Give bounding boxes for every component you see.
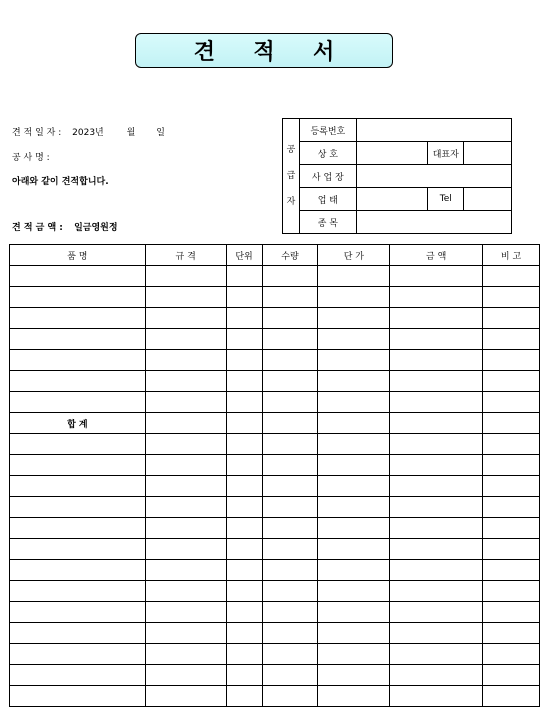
- quantity-cell[interactable]: [262, 434, 318, 455]
- remarks-cell[interactable]: [483, 392, 540, 413]
- unit-price-cell[interactable]: [318, 623, 390, 644]
- sum-row: [10, 413, 540, 434]
- unit-cell[interactable]: [226, 539, 262, 560]
- spec-cell[interactable]: [145, 497, 226, 518]
- unit-price-cell[interactable]: [318, 455, 390, 476]
- amount-cell[interactable]: [390, 476, 483, 497]
- items-table: [9, 244, 540, 707]
- remarks-cell[interactable]: [483, 371, 540, 392]
- spec-cell[interactable]: [145, 581, 226, 602]
- estimate-date-day: 일: [156, 128, 165, 138]
- spec-cell[interactable]: [145, 371, 226, 392]
- unit-price-cell[interactable]: [318, 266, 390, 287]
- table-row: [10, 518, 540, 539]
- remarks-cell[interactable]: [483, 581, 540, 602]
- unit-cell[interactable]: [226, 602, 262, 623]
- item-name-cell[interactable]: [10, 434, 146, 455]
- unit-price-cell[interactable]: [318, 602, 390, 623]
- company-field[interactable]: [356, 142, 428, 165]
- unit-cell[interactable]: [226, 329, 262, 350]
- unit-price-cell[interactable]: [318, 413, 390, 434]
- item-name-cell[interactable]: [10, 560, 146, 581]
- header-quantity: 수량: [262, 245, 318, 266]
- amount-cell[interactable]: [390, 287, 483, 308]
- table-row: [10, 686, 540, 707]
- unit-cell[interactable]: [226, 644, 262, 665]
- remarks-cell[interactable]: [483, 476, 540, 497]
- item-name-cell[interactable]: [10, 497, 146, 518]
- remarks-cell[interactable]: [483, 644, 540, 665]
- quantity-cell[interactable]: [262, 581, 318, 602]
- table-row: [10, 308, 540, 329]
- reg-no-label: 등록번호: [299, 119, 356, 142]
- item-name-cell[interactable]: [10, 539, 146, 560]
- table-row: [10, 476, 540, 497]
- amount-cell[interactable]: [390, 686, 483, 707]
- supplier-side-label: [283, 119, 300, 234]
- table-row: [10, 329, 540, 350]
- header-unit: 단위: [226, 245, 262, 266]
- title-char: 견: [193, 40, 215, 65]
- item-name-cell[interactable]: [10, 308, 146, 329]
- item-name-cell[interactable]: [10, 686, 146, 707]
- item-name-cell[interactable]: [10, 266, 146, 287]
- unit-price-cell[interactable]: [318, 434, 390, 455]
- unit-cell[interactable]: [226, 686, 262, 707]
- quantity-cell[interactable]: [262, 455, 318, 476]
- unit-cell[interactable]: [226, 350, 262, 371]
- tel-label: Tel: [428, 188, 464, 211]
- item-name-cell[interactable]: [10, 644, 146, 665]
- remarks-cell[interactable]: [483, 686, 540, 707]
- spec-cell[interactable]: [145, 287, 226, 308]
- unit-cell[interactable]: [226, 665, 262, 686]
- business-item-field[interactable]: [356, 211, 511, 234]
- header-remarks: 비 고: [483, 245, 540, 266]
- header-spec: 규 격: [145, 245, 226, 266]
- quantity-cell[interactable]: [262, 644, 318, 665]
- amount-cell[interactable]: [390, 266, 483, 287]
- item-name-cell[interactable]: [10, 581, 146, 602]
- amount-cell[interactable]: [390, 560, 483, 581]
- quantity-cell[interactable]: [262, 602, 318, 623]
- quantity-cell[interactable]: [262, 518, 318, 539]
- amount-cell[interactable]: [390, 665, 483, 686]
- unit-price-cell[interactable]: [318, 287, 390, 308]
- ceo-field[interactable]: [464, 142, 512, 165]
- quantity-cell[interactable]: [262, 497, 318, 518]
- unit-price-cell[interactable]: [318, 497, 390, 518]
- document-title: [135, 33, 393, 68]
- item-name-cell[interactable]: [10, 371, 146, 392]
- unit-cell[interactable]: [226, 476, 262, 497]
- amount-cell[interactable]: [390, 371, 483, 392]
- table-row: [10, 581, 540, 602]
- business-type-label: 업 태: [299, 188, 356, 211]
- ceo-label: 대표자: [428, 142, 464, 165]
- quantity-cell[interactable]: [262, 371, 318, 392]
- table-row: [10, 497, 540, 518]
- title-char: 서: [313, 40, 335, 65]
- unit-price-cell[interactable]: [318, 308, 390, 329]
- table-row: [10, 560, 540, 581]
- spec-cell[interactable]: [145, 665, 226, 686]
- amount-cell[interactable]: [390, 602, 483, 623]
- unit-cell[interactable]: [226, 623, 262, 644]
- item-name-cell[interactable]: [10, 455, 146, 476]
- unit-price-cell[interactable]: [318, 665, 390, 686]
- estimate-amount-line: [12, 220, 118, 233]
- remarks-cell[interactable]: [483, 287, 540, 308]
- table-row: [10, 371, 540, 392]
- item-name-cell[interactable]: [10, 665, 146, 686]
- amount-cell[interactable]: [390, 455, 483, 476]
- title-char: 적: [253, 40, 275, 65]
- unit-price-cell[interactable]: [318, 581, 390, 602]
- remarks-cell[interactable]: [483, 518, 540, 539]
- spec-cell[interactable]: [145, 350, 226, 371]
- quantity-cell[interactable]: [262, 266, 318, 287]
- tel-field[interactable]: [464, 188, 512, 211]
- header-item-name: 품 명: [10, 245, 146, 266]
- spec-cell[interactable]: [145, 308, 226, 329]
- address-label: 사 업 장: [299, 165, 356, 188]
- amount-cell[interactable]: [390, 644, 483, 665]
- spec-cell[interactable]: [145, 623, 226, 644]
- spec-cell[interactable]: [145, 686, 226, 707]
- quantity-cell[interactable]: [262, 665, 318, 686]
- remarks-cell[interactable]: [483, 497, 540, 518]
- remarks-cell[interactable]: [483, 350, 540, 371]
- remarks-cell[interactable]: [483, 413, 540, 434]
- quantity-cell[interactable]: [262, 623, 318, 644]
- estimate-statement: 아래와 같이 견적합니다.: [12, 177, 109, 187]
- item-name-cell[interactable]: [10, 392, 146, 413]
- table-row: [10, 644, 540, 665]
- unit-price-cell[interactable]: [318, 350, 390, 371]
- spec-cell[interactable]: [145, 644, 226, 665]
- remarks-cell[interactable]: [483, 434, 540, 455]
- table-row: [10, 287, 540, 308]
- estimate-date-year: 2023년: [72, 128, 104, 138]
- unit-cell[interactable]: [226, 434, 262, 455]
- table-row: [10, 623, 540, 644]
- unit-price-cell[interactable]: [318, 329, 390, 350]
- company-label: 상 호: [299, 142, 356, 165]
- business-type-field[interactable]: [356, 188, 428, 211]
- unit-price-cell[interactable]: [318, 560, 390, 581]
- reg-no-field[interactable]: [356, 119, 511, 142]
- remarks-cell[interactable]: [483, 602, 540, 623]
- supplier-table: [282, 118, 512, 234]
- item-name-cell[interactable]: [10, 350, 146, 371]
- supplier-side-char: 자: [286, 197, 296, 207]
- estimate-amount-label: 견 적 금 액 :: [12, 223, 63, 233]
- table-row: [10, 539, 540, 560]
- item-name-cell[interactable]: [10, 287, 146, 308]
- unit-price-cell[interactable]: [318, 539, 390, 560]
- quantity-cell[interactable]: [262, 287, 318, 308]
- header-amount: 금 액: [390, 245, 483, 266]
- unit-cell[interactable]: [226, 413, 262, 434]
- item-name-cell[interactable]: [10, 623, 146, 644]
- unit-cell[interactable]: [226, 581, 262, 602]
- spec-cell[interactable]: [145, 518, 226, 539]
- item-name-cell[interactable]: [10, 602, 146, 623]
- amount-cell[interactable]: [390, 329, 483, 350]
- unit-cell[interactable]: [226, 287, 262, 308]
- estimate-date-label: 견 적 일 자 :: [12, 128, 62, 138]
- unit-cell[interactable]: [226, 518, 262, 539]
- unit-price-cell[interactable]: [318, 392, 390, 413]
- address-field[interactable]: [356, 165, 511, 188]
- spec-cell[interactable]: [145, 602, 226, 623]
- remarks-cell[interactable]: [483, 539, 540, 560]
- spec-cell[interactable]: [145, 434, 226, 455]
- remarks-cell[interactable]: [483, 665, 540, 686]
- item-name-cell[interactable]: [10, 329, 146, 350]
- quantity-cell[interactable]: [262, 539, 318, 560]
- unit-cell[interactable]: [226, 308, 262, 329]
- unit-price-cell[interactable]: [318, 686, 390, 707]
- spec-cell[interactable]: [145, 329, 226, 350]
- estimate-amount-value: 일금영원정: [74, 223, 118, 233]
- sum-label: 합 계: [10, 413, 146, 434]
- unit-cell[interactable]: [226, 266, 262, 287]
- amount-cell[interactable]: [390, 308, 483, 329]
- quantity-cell[interactable]: [262, 329, 318, 350]
- item-name-cell[interactable]: [10, 476, 146, 497]
- project-name-label: 공 사 명 :: [12, 153, 50, 163]
- spec-cell[interactable]: [145, 560, 226, 581]
- amount-cell[interactable]: [390, 413, 483, 434]
- remarks-cell[interactable]: [483, 455, 540, 476]
- spec-cell[interactable]: [145, 413, 226, 434]
- spec-cell[interactable]: [145, 539, 226, 560]
- supplier-side-char: 공: [286, 145, 296, 155]
- estimate-date-line: [12, 125, 165, 138]
- amount-cell[interactable]: [390, 581, 483, 602]
- quantity-cell[interactable]: [262, 413, 318, 434]
- amount-cell[interactable]: [390, 392, 483, 413]
- amount-cell[interactable]: [390, 539, 483, 560]
- table-row: [10, 434, 540, 455]
- remarks-cell[interactable]: [483, 560, 540, 581]
- amount-cell[interactable]: [390, 518, 483, 539]
- table-row: [10, 266, 540, 287]
- remarks-cell[interactable]: [483, 623, 540, 644]
- remarks-cell[interactable]: [483, 266, 540, 287]
- table-row: [10, 350, 540, 371]
- unit-cell[interactable]: [226, 392, 262, 413]
- unit-cell[interactable]: [226, 560, 262, 581]
- unit-price-cell[interactable]: [318, 518, 390, 539]
- business-item-label: 종 목: [299, 211, 356, 234]
- table-row: [10, 455, 540, 476]
- remarks-cell[interactable]: [483, 308, 540, 329]
- quantity-cell[interactable]: [262, 308, 318, 329]
- amount-cell[interactable]: [390, 497, 483, 518]
- supplier-side-char: 급: [286, 171, 296, 181]
- unit-cell[interactable]: [226, 455, 262, 476]
- project-name-line: [12, 150, 50, 163]
- amount-cell[interactable]: [390, 350, 483, 371]
- unit-price-cell[interactable]: [318, 476, 390, 497]
- unit-cell[interactable]: [226, 497, 262, 518]
- amount-cell[interactable]: [390, 623, 483, 644]
- table-row: [10, 602, 540, 623]
- table-row: [10, 665, 540, 686]
- table-row: [10, 392, 540, 413]
- spec-cell[interactable]: [145, 455, 226, 476]
- header-unit-price: 단 가: [318, 245, 390, 266]
- quantity-cell[interactable]: [262, 686, 318, 707]
- remarks-cell[interactable]: [483, 329, 540, 350]
- unit-cell[interactable]: [226, 371, 262, 392]
- quantity-cell[interactable]: [262, 476, 318, 497]
- estimate-date-month: 월: [126, 128, 136, 138]
- quantity-cell[interactable]: [262, 350, 318, 371]
- spec-cell[interactable]: [145, 476, 226, 497]
- unit-price-cell[interactable]: [318, 371, 390, 392]
- spec-cell[interactable]: [145, 266, 226, 287]
- quantity-cell[interactable]: [262, 392, 318, 413]
- amount-cell[interactable]: [390, 434, 483, 455]
- item-name-cell[interactable]: [10, 518, 146, 539]
- quantity-cell[interactable]: [262, 560, 318, 581]
- items-header-row: [10, 245, 540, 266]
- unit-price-cell[interactable]: [318, 644, 390, 665]
- spec-cell[interactable]: [145, 392, 226, 413]
